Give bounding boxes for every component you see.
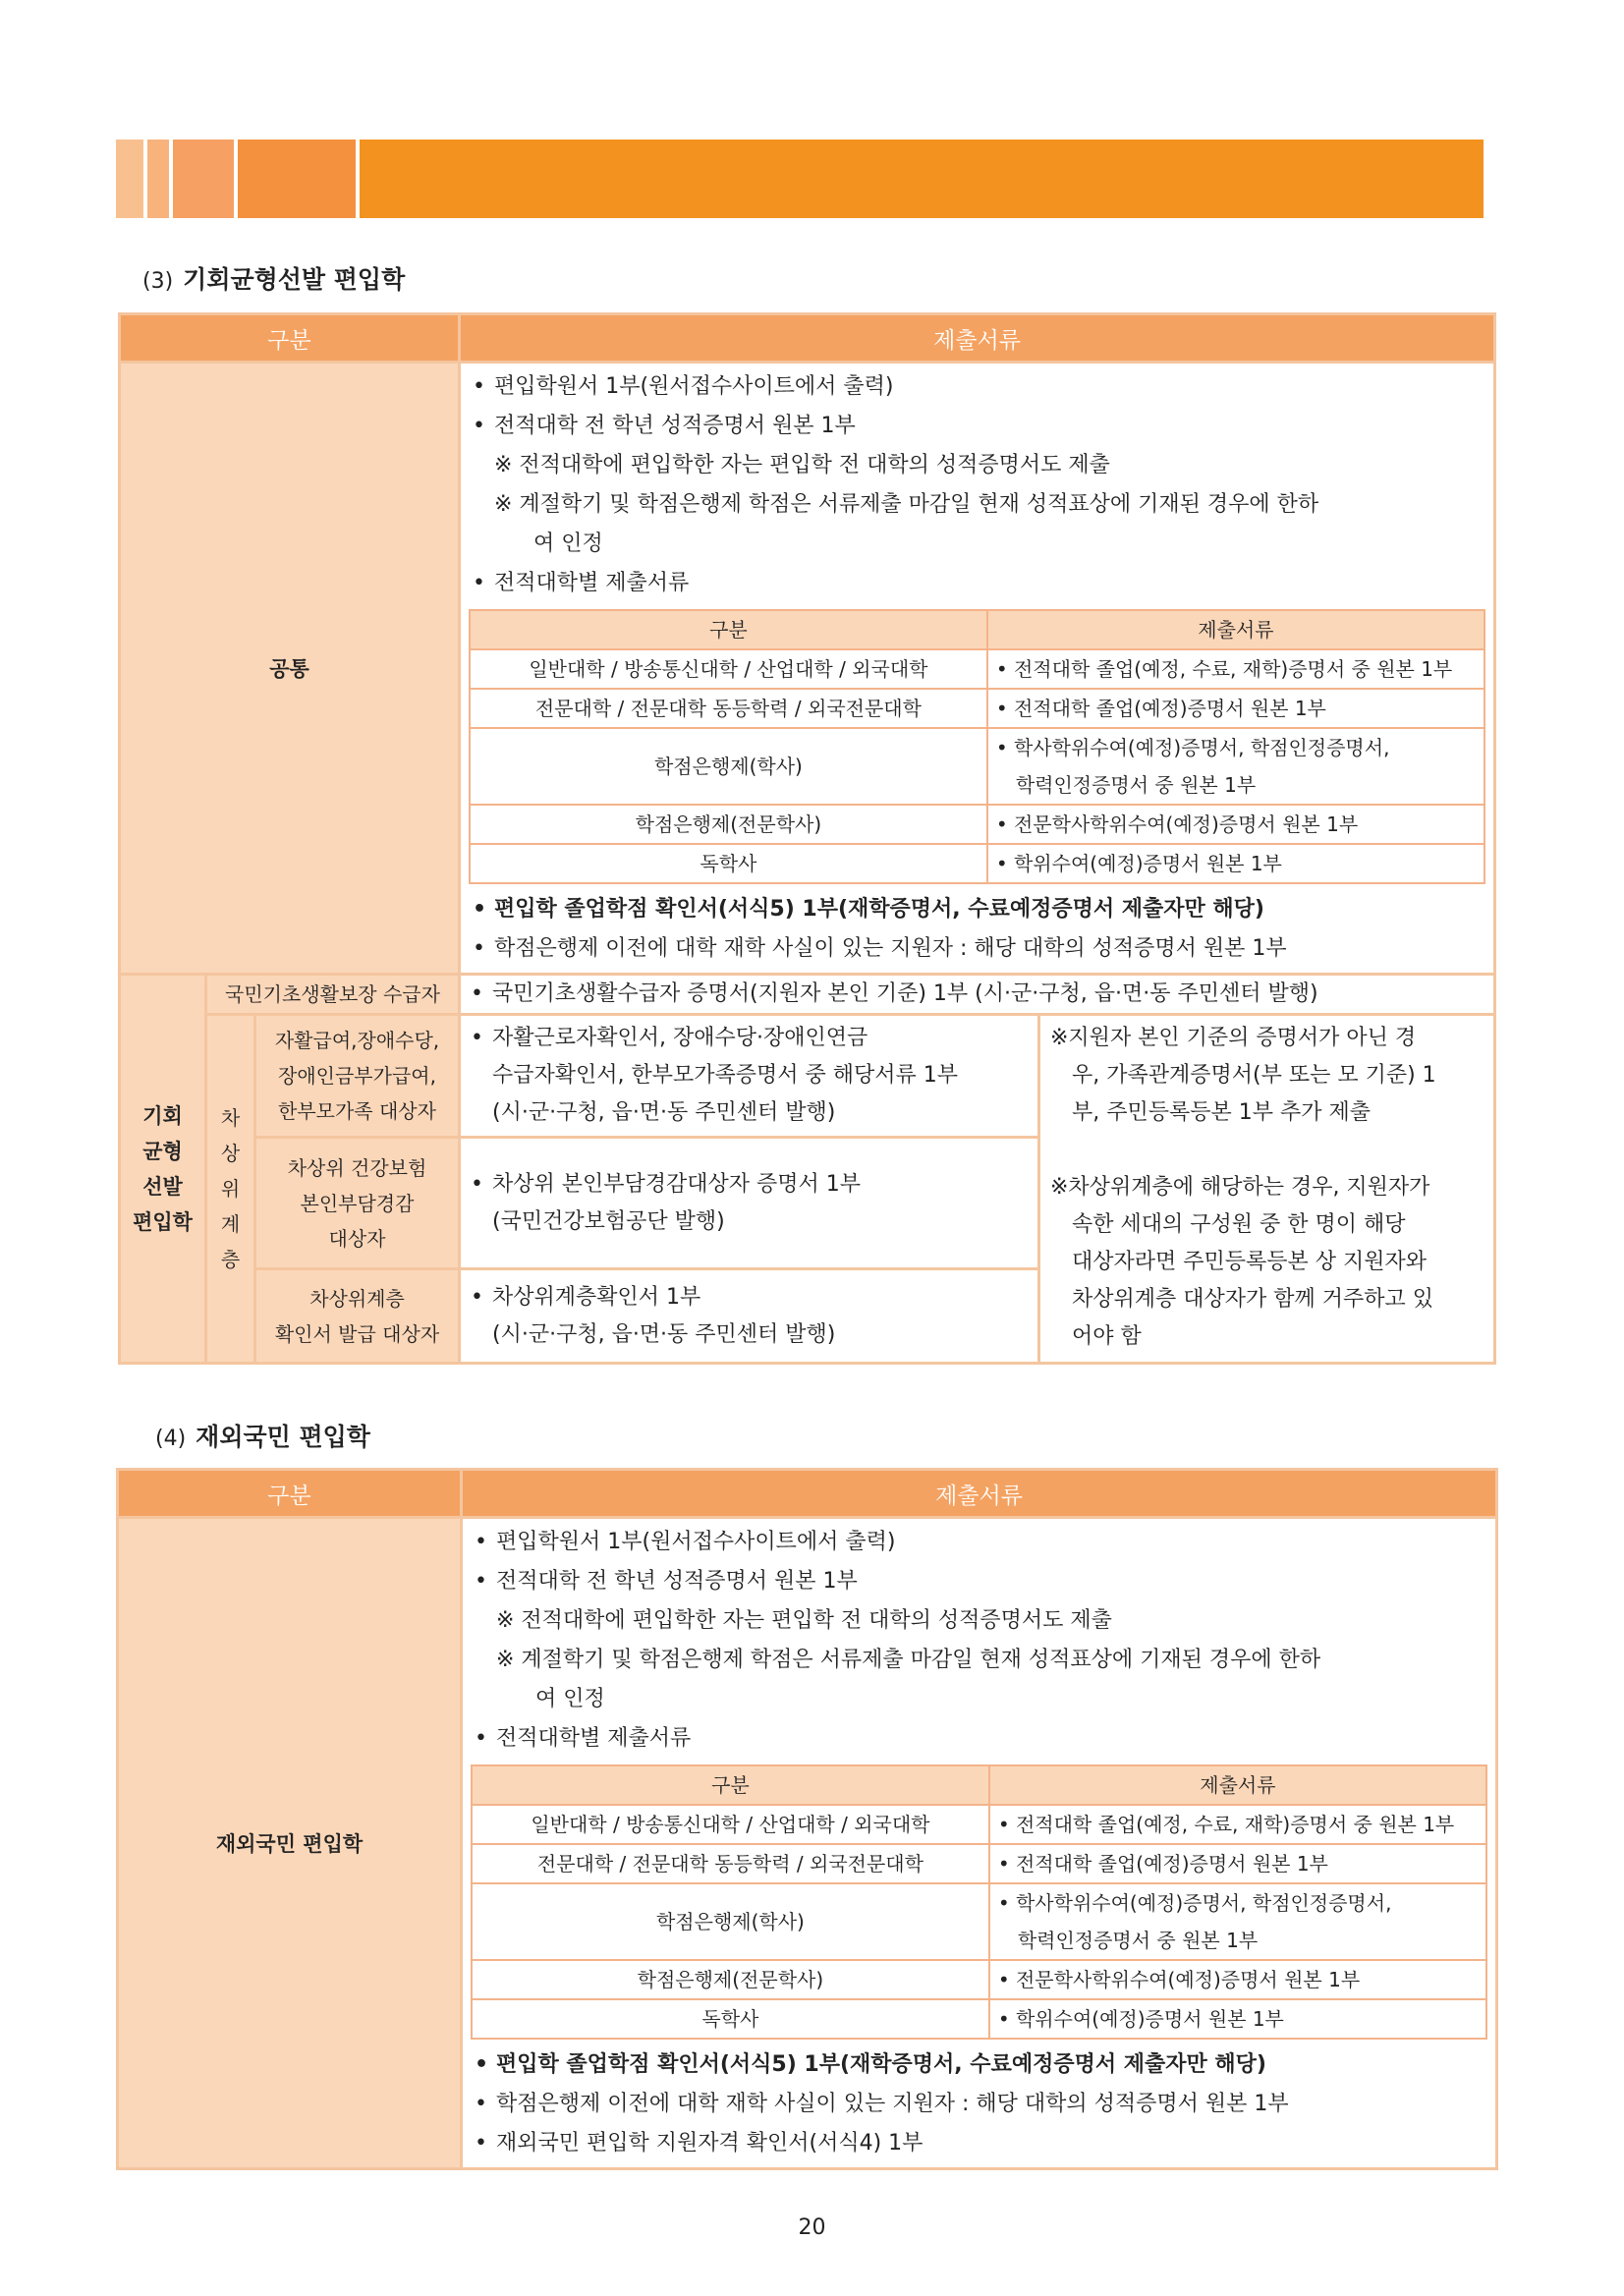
overseas-docs: • 편입학원서 1부(원서접수사이트에서 출력) • 전적대학 전 학년 성적증명서 원본 1부 ※ 전적대학에 편입학한 자는 편입학 전 대학의 성적증명서도 제출 ※ 계절학기 및 학점은행제 학점은 서류제출 마감일 현재 성적표상에 기재된 경우에 한하 여 인정 • 전적대학별 제출서류 구분 제출서류 일반대학 / 방송통신대학 / 산업대학 / 외국대학 • 전적대학 졸업(예정, 수료, 재학)증명서 중 원본 1부 전문대학 / 전문대학 동등학력 / 외국전문대학 • 전적대학 졸업(예정)증명서 원본 1부 학점은행제(학사) • 학사학위수여(예정)증명서, 학점인정증명서, 학력인정증명서 중 원본 1부 학점은행제(전문학사) • 전문학사학위수여(예정)증명서 원본 1부 독학사 • 학위수여(예정)증명서 원본 1부 • 편입학 졸업학점 확인서(서식5) 1부(재학증명서, 수료예정증명서 제출자만 해당) • 학점은행제 이전에 대학 재학 사실이 있는 지원자 : 해당 대학의 성적증명서 원본 1부 • 재외국민 편입학 지원자격 확인서(서식4) 1부 — [462, 1518, 1497, 2169]
near2-label: 차상위 건강보험 본인부담경감 대상자 — [255, 1138, 460, 1269]
common-docs: • 편입학원서 1부(원서접수사이트에서 출력) • 전적대학 전 학년 성적증명서 원본 1부 ※ 전적대학에 편입학한 자는 편입학 전 대학의 성적증명서도 제출 ※ 계절학기 및 학점은행제 학점은 서류제출 마감일 현재 성적표상에 기재된 경우에 한하 여 인정 • 전적대학별 제출서류 구분 제출서류 일반대학 / 방송통신대학 / 산업대학 / 외국대학 • 전적대학 졸업(예정, 수료, 재학)증명서 중 원본 1부 전문대학 / 전문대학 동등학력 / 외국전문대학 • 전적대학 졸업(예정)증명서 원본 1부 학점은행제(학사) • 학사학위수여(예정)증명서, 학점인정증명서, 학력인정증명서 중 원본 1부 학점은행제(전문학사) • 전문학사학위수여(예정)증명서 원본 1부 독학사 • 학위수여(예정)증명서 원본 1부 • 편입학 졸업학점 확인서(서식5) 1부(재학증명서, 수료예정증명서 제출자만 해당) • 학점은행제 이전에 대학 재학 사실이 있는 지원자 : 해당 대학의 성적증명서 원본 1부 — [460, 363, 1495, 975]
section4-table — [116, 1468, 1498, 2170]
section3-header-right: 제출서류 — [460, 314, 1495, 363]
near1-label: 자활급여,장애수당, 장애인금부가급여, 한부모가족 대상자 — [255, 1015, 460, 1138]
banner-block-3 — [173, 140, 234, 218]
opportunity-label: 기회 균형 선발 편입학 — [120, 975, 206, 1364]
section3-table — [118, 312, 1496, 1365]
basic-living-label: 국민기초생활보장 수급자 — [206, 975, 460, 1015]
banner-block-1 — [116, 140, 143, 218]
near3-label: 차상위계층 확인서 발급 대상자 — [255, 1269, 460, 1364]
near1-doc: • 자활근로자확인서, 장애수당·장애인연금 수급자확인서, 한부모가족증명서 중 해당서류 1부 (시·군·구청, 읍·면·동 주민센터 발행) — [460, 1015, 1039, 1138]
basic-living-doc: • 국민기초생활수급자 증명서(지원자 본인 기준) 1부 (시·군·구청, 읍·면·동 주민센터 발행) — [460, 975, 1495, 1015]
banner-block-4 — [238, 140, 356, 218]
banner-block-5 — [360, 140, 1484, 218]
common-label: 공통 — [120, 363, 460, 975]
near-poverty-label: 차 상 위 계 층 — [206, 1015, 255, 1364]
section4-title: (4) 재외국민 편입학 — [155, 1423, 370, 1451]
section3-header-left: 구분 — [120, 314, 460, 363]
section3-title: (3) 기회균형선발 편입학 — [142, 265, 406, 294]
banner-block-2 — [147, 140, 169, 218]
section4-inner-table: 구분 제출서류 일반대학 / 방송통신대학 / 산업대학 / 외국대학 • 전적대학 졸업(예정, 수료, 재학)증명서 중 원본 1부 전문대학 / 전문대학 동등학력 / 외국전문대학 • 전적대학 졸업(예정)증명서 원본 1부 학점은행제(학사) • 학사학위수여(예정)증명서, 학점인정증명서, 학력인정증명서 중 원본 1부 학점은행제(전문학사) • 전문학사학위수여(예정)증명서 원본 1부 독학사 • 학위수여(예정)증명서 원본 1부 — [471, 1764, 1487, 2040]
section4-header-right: 제출서류 — [462, 1470, 1497, 1518]
overseas-label: 재외국민 편입학 — [118, 1518, 462, 2169]
near3-doc: • 차상위계층확인서 1부 (시·군·구청, 읍·면·동 주민센터 발행) — [460, 1269, 1039, 1364]
remarks: ※지원자 본인 기준의 증명서가 아닌 경 우, 가족관계증명서(부 또는 모 기준) 1 부, 주민등록등본 1부 추가 제출 ※차상위계층에 해당하는 경우, 지원자가 속한 세대의 구성원 중 한 명이 해당 대상자라면 주민등록등본 상 지원자와 차상위계층 대상자가 함께 거주하고 있 어야 함 — [1039, 1015, 1495, 1364]
section3-inner-table: 구분 제출서류 일반대학 / 방송통신대학 / 산업대학 / 외국대학 • 전적대학 졸업(예정, 수료, 재학)증명서 중 원본 1부 전문대학 / 전문대학 동등학력 / 외국전문대학 • 전적대학 졸업(예정)증명서 원본 1부 학점은행제(학사) • 학사학위수여(예정)증명서, 학점인정증명서, 학력인정증명서 중 원본 1부 학점은행제(전문학사) • 전문학사학위수여(예정)증명서 원본 1부 독학사 • 학위수여(예정)증명서 원본 1부 — [469, 609, 1485, 884]
page-number: 20 — [798, 2215, 826, 2240]
section4-header-left: 구분 — [118, 1470, 462, 1518]
near2-doc: • 차상위 본인부담경감대상자 증명서 1부 (국민건강보험공단 발행) — [460, 1138, 1039, 1269]
header-banner — [116, 140, 1484, 218]
